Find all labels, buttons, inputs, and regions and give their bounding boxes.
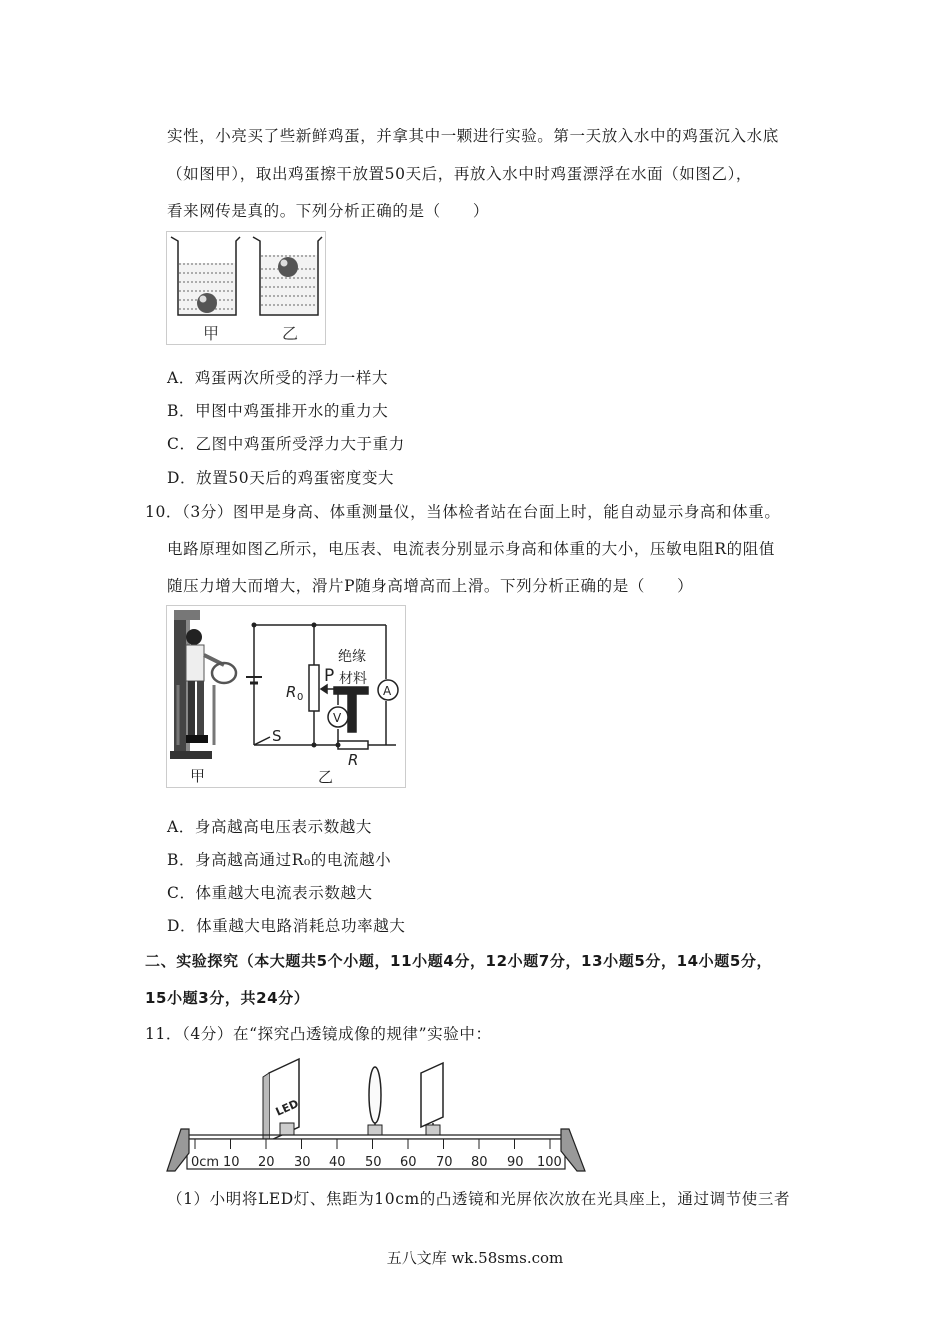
section-2-heading-line-2: 15小题3分，共24分） [145, 989, 310, 1007]
q9-option-c: C．乙图中鸡蛋所受浮力大于重力 [167, 435, 405, 453]
tick-label-70: 70 [436, 1155, 453, 1170]
convex-lens-icon [368, 1067, 382, 1135]
fig-label-jia: 甲 [190, 767, 206, 785]
tick-label-50: 50 [365, 1155, 382, 1170]
q9-line-3: 看来网传是真的。下列分析正确的是（ ） [167, 202, 490, 220]
tick-label-90: 90 [507, 1155, 524, 1170]
tick-label-80: 80 [471, 1155, 488, 1170]
tick-label-40: 40 [329, 1155, 346, 1170]
q10-option-c: C．体重越大电流表示数越大 [167, 884, 373, 902]
fig-label-yi: 乙 [282, 324, 299, 343]
tick-label-10: 10 [223, 1155, 240, 1170]
page-footer: 五八文库 wk.58sms.com [386, 1249, 564, 1267]
q10-option-a: A．身高越高电压表示数越大 [167, 818, 372, 836]
led-label: LED [273, 1097, 301, 1119]
fig-label-yi: 乙 [318, 768, 334, 786]
q10-line-1: 10．（3分）图甲是身高、体重测量仪，当体检者站在台面上时，能自动显示身高和体重。 [145, 503, 781, 521]
section-2-heading-line-1: 二、实验探究（本大题共5个小题，11小题4分，12小题7分，13小题5分，14小题5分， [145, 952, 773, 970]
q10-line-3: 随压力增大而增大，滑片P随身高增高而上滑。下列分析正确的是（ ） [167, 577, 694, 595]
tick-label-0: 0cm [191, 1155, 220, 1170]
q10-option-b: B．身高越高通过R₀的电流越小 [167, 851, 392, 869]
tick-label-100: 100 [537, 1155, 562, 1170]
q10-option-d: D．体重越大电路消耗总功率越大 [167, 917, 406, 935]
q9-option-a: A．鸡蛋两次所受的浮力一样大 [167, 369, 389, 387]
tick-label-30: 30 [294, 1155, 311, 1170]
label-resistor-r: R [348, 751, 359, 769]
q9-option-d: D．放置50天后的鸡蛋密度变大 [167, 469, 395, 487]
label-r0-sub: 0 [297, 692, 304, 703]
q9-option-b: B．甲图中鸡蛋排开水的重力大 [167, 402, 389, 420]
fig-label-jia: 甲 [203, 324, 220, 343]
label-insulation-1: 绝缘 [338, 649, 366, 665]
optical-bench-figure [165, 1053, 590, 1175]
q11-sub-1: （1）小明将LED灯、焦距为10cm的凸透镜和光屏依次放在光具座上，通过调节使三者 [167, 1190, 791, 1208]
led-lamp-icon [263, 1059, 301, 1145]
label-r0: R [286, 683, 297, 701]
tick-label-20: 20 [258, 1155, 275, 1170]
q9-line-2: （如图甲），取出鸡蛋擦干放置50天后，再放入水中时鸡蛋漂浮在水面（如图乙）， [167, 165, 753, 183]
q9-line-1: 实性，小亮买了些新鲜鸡蛋，并拿其中一颗进行实验。第一天放入水中的鸡蛋沉入水底 [167, 127, 779, 145]
label-insulation-2: 材料 [339, 671, 367, 687]
label-ammeter: A [383, 684, 392, 698]
label-switch-s: S [272, 727, 282, 745]
q10-line-2: 电路原理如图乙所示，电压表、电流表分别显示身高和体重的大小，压敏电阻R的阻值 [167, 540, 775, 558]
egg-beaker-figure [166, 231, 326, 345]
height-weight-figure [166, 605, 406, 788]
light-screen-icon [421, 1063, 443, 1135]
q11-stem: 11．（4分）在“探究凸透镜成像的规律”实验中： [145, 1025, 492, 1043]
tick-label-60: 60 [400, 1155, 417, 1170]
label-slider-p: P [324, 666, 335, 686]
label-voltmeter: V [333, 711, 342, 725]
